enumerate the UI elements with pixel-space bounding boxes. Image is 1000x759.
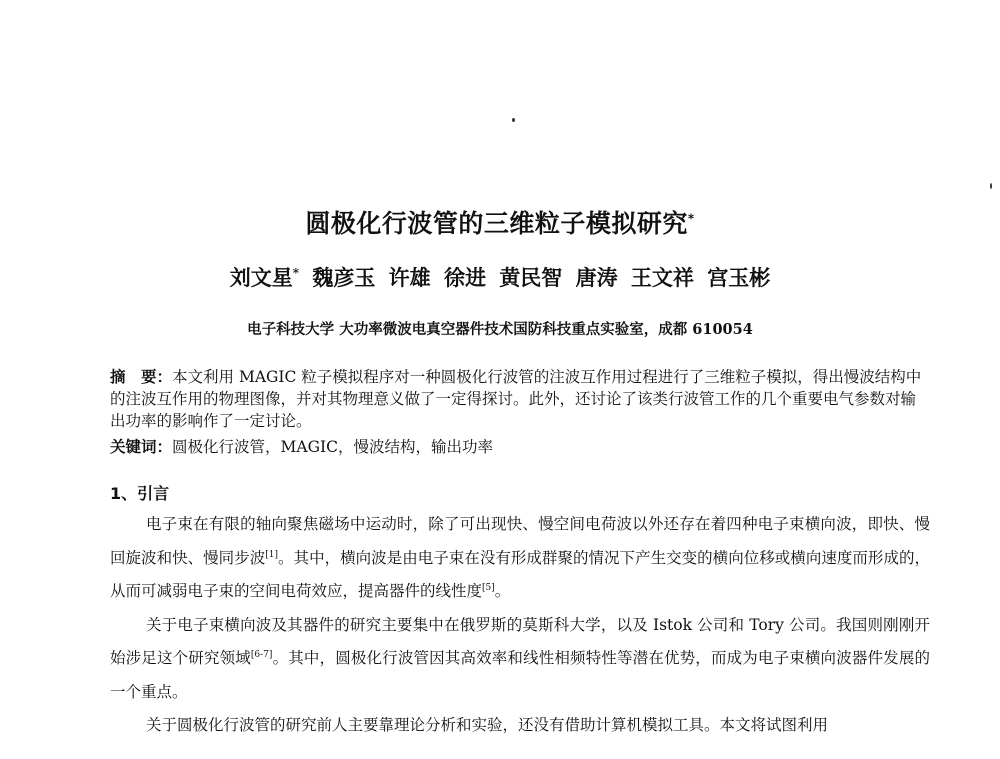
- section-heading: 1、引言: [110, 484, 170, 503]
- author-name: 王文祥: [630, 265, 694, 290]
- body-text: [110, 508, 930, 743]
- abstract: [110, 366, 930, 432]
- title-text: 圆极化行波管的三维粒子模拟研究: [305, 209, 688, 238]
- author-name: 宫玉彬: [707, 265, 771, 290]
- scan-speck: [512, 118, 515, 122]
- paragraph: 电子束在有限的轴向聚焦磁场中运动时，除了可出现快、慢空间电荷波以外还存在着四种电子束横向波，即快、慢回旋波和快、慢同步波[1]。其中，横向波是由电子束在没有形成群聚的情况下产生交变的横向位移或横向速度而形成的，从而可减弱电子束的空间电荷效应，提高器件的线性度[5]。: [110, 515, 930, 600]
- paragraph: 关于电子束横向波及其器件的研究主要集中在俄罗斯的莫斯科大学，以及 Istok 公司和 Tory 公司。我国则刚刚开始涉足这个研究领域[6-7]。其中，圆极化行波管因其高效率和线性相频特性等潜在优势，而成为电子束横向波器件发展的一个重点。: [110, 615, 930, 701]
- citation: [1]: [265, 549, 278, 560]
- abstract-text: 本文利用 MAGIC 粒子模拟程序对一种圆极化行波管的注波互作用过程进行了三维粒子模拟，得出慢波结构中的注波互作用的物理图像，并对其物理意义做了一定得探讨。此外，还讨论了该类行波管工作的几个重要电气参数对输出功率的影响作了一定讨论。: [110, 368, 922, 430]
- keywords-label: 关键词：: [110, 438, 173, 456]
- author-name: 黄民智: [499, 265, 563, 290]
- keywords-text: 圆极化行波管，MAGIC，慢波结构，输出功率: [172, 438, 493, 456]
- author-name: 魏彦玉: [312, 265, 376, 290]
- paragraph: 关于圆极化行波管的研究前人主要靠理论分析和实验，还没有借助计算机模拟工具。本文将试图利用: [146, 716, 829, 734]
- title-footnote-mark: *: [687, 211, 695, 226]
- keywords: [110, 436, 930, 458]
- author-name: 徐进: [443, 265, 486, 290]
- paper-title: [0, 204, 1000, 240]
- citation: [5]: [482, 582, 495, 593]
- author-name: 许雄: [388, 265, 431, 290]
- abstract-label: 摘 要：: [110, 368, 173, 386]
- author-name: 唐涛: [575, 265, 618, 290]
- author-list: [0, 262, 1000, 292]
- author-name: 刘文星*: [229, 265, 300, 290]
- scan-speck: [990, 183, 992, 189]
- citation: [6-7]: [250, 649, 273, 660]
- affiliation: 电子科技大学 大功率微波电真空器件技术国防科技重点实验室，成都 610054: [247, 321, 753, 338]
